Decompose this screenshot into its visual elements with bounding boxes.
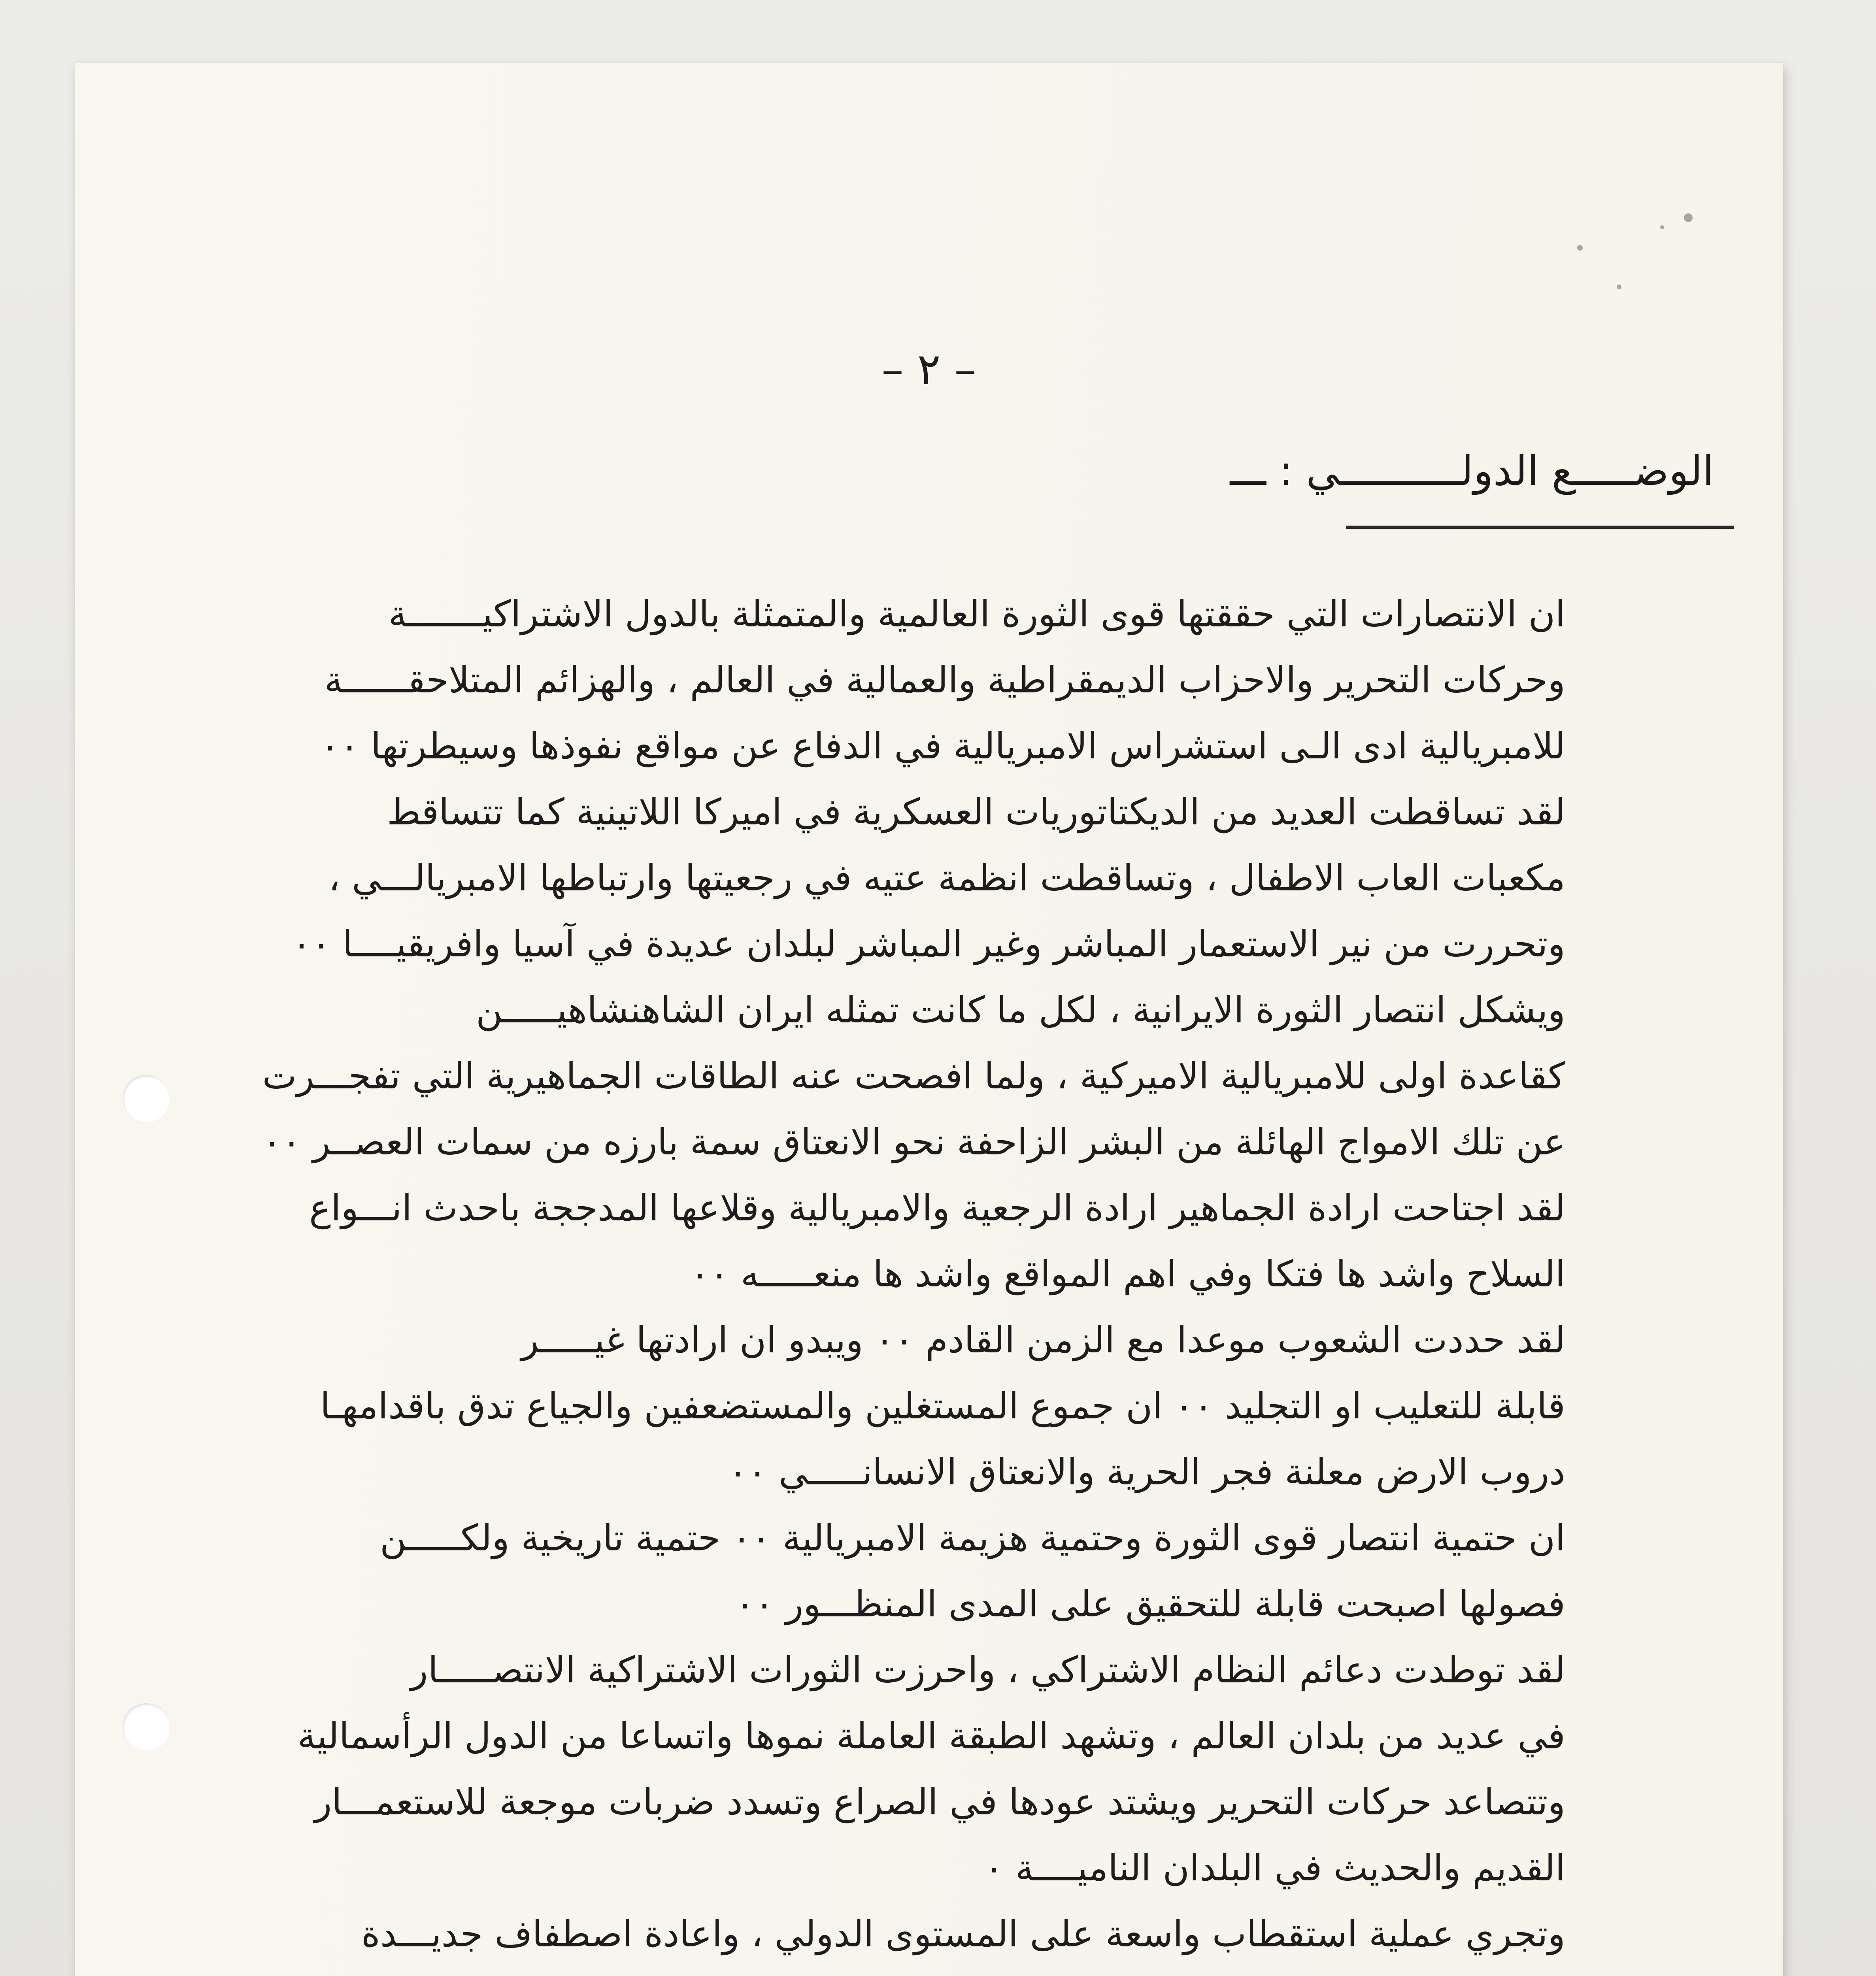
text-line: القديم والحديث في البلدان الناميــــة ٠ [984,1847,1565,1889]
punch-hole [123,1075,170,1122]
paragraph [221,1901,1565,1976]
text-line: للامبريالية ادى الـى استشراس الامبريالية في الدفاع عن مواقع نفوذها وسيطرتها ٠٠ [320,725,1565,767]
paragraph [221,1505,1565,1637]
text-line: لقد اجتاحت ارادة الجماهير ارادة الرجعية والامبريالية وقلاعها المدججة باحدث انـــواع [309,1187,1565,1229]
text-line: لقد توطدت دعائم النظام الاشتراكي ، واحرزت الثورات الاشتراكية الانتصـــــار [410,1649,1565,1691]
text-line: ان الانتصارات التي حققتها قوى الثورة العالمية والمتمثلة بالدول الاشتراكيـــــــة [388,593,1565,635]
text-line [221,1967,1565,1976]
paragraph [221,779,1565,977]
punch-hole [123,1703,170,1751]
paper-speck [1617,285,1621,289]
text-line: السلاح واشد ها فتكا وفي اهم المواقع واشد ها منعـــــه ٠٠ [690,1253,1565,1295]
paragraph [221,977,1565,1307]
paper-speck [1684,213,1693,222]
paper-speck [1577,245,1583,251]
text-line: ان حتمية انتصار قوى الثورة وحتمية هزيمة الامبريالية ٠٠ حتمية تاريخية ولكـــــن [379,1517,1565,1559]
text-line: لقد حددت الشعوب موعدا مع الزمن القادم ٠٠ ويبدو ان ارادتها غيـــــر [521,1319,1565,1361]
text-line: وتحررت من نير الاستعمار المباشر وغير المباشر لبلدان عديدة في آسيا وافريقيــــا ٠٠ [292,923,1565,965]
text-line: وتجري عملية استقطاب واسعة على المستوى الدولي ، واعادة اصطفاف جديـــدة [361,1913,1565,1955]
text-line: فصولها اصبحت قابلة للتحقيق على المدى المنظـــور ٠٠ [735,1583,1565,1625]
paragraph [221,1637,1565,1901]
document-body [221,581,1565,1976]
section-heading: الوضـــــع الدولــــــــــي : ـــ [1230,447,1714,495]
paragraph [221,1307,1565,1505]
paper-speck [1660,225,1664,229]
text-line: وتتصاعد حركات التحرير ويشتد عودها في الصراع وتسدد ضربات موجعة للاستعمـــار [314,1781,1565,1823]
text-line: دروب الارض معلنة فجر الحرية والانعتاق الانسانـــــي ٠٠ [728,1451,1565,1493]
text-line: كقاعدة اولى للامبريالية الاميركية ، ولما افصحت عنه الطاقات الجماهيرية التي تفجـــرت [262,1055,1565,1097]
text-line: وحركات التحرير والاحزاب الديمقراطية والعمالية في العالم ، والهزائم المتلاحقــــــة [324,659,1565,701]
text-line: ويشكل انتصار الثورة الايرانية ، لكل ما كانت تمثله ايران الشاهنشاهيـــــن [476,989,1565,1031]
heading-underline [1346,526,1734,529]
text-line: مكعبات العاب الاطفال ، وتساقطت انظمة عتيه في رجعيتها وارتباطها الامبريالـــي ، [328,857,1565,899]
text-line: في عديد من بلدان العالم ، وتشهد الطبقة العاملة نموها واتساعا من الدول الرأسمالية [297,1715,1565,1757]
page-number: – ٢ – [881,344,976,394]
paragraph [221,581,1565,779]
text-line: عن تلك الامواج الهائلة من البشر الزاحفة نحو الانعتاق سمة بارزه من سمات العصــر ٠٠ [262,1121,1565,1163]
text-line: قابلة للتعليب او التجليد ٠٠ ان جموع المستغلين والمستضعفين والجياع تدق باقدامهـا [320,1385,1565,1427]
text-line: لقد تساقطت العديد من الديكتاتوريات العسكرية في اميركا اللاتينية كما تتساقط [387,791,1565,833]
